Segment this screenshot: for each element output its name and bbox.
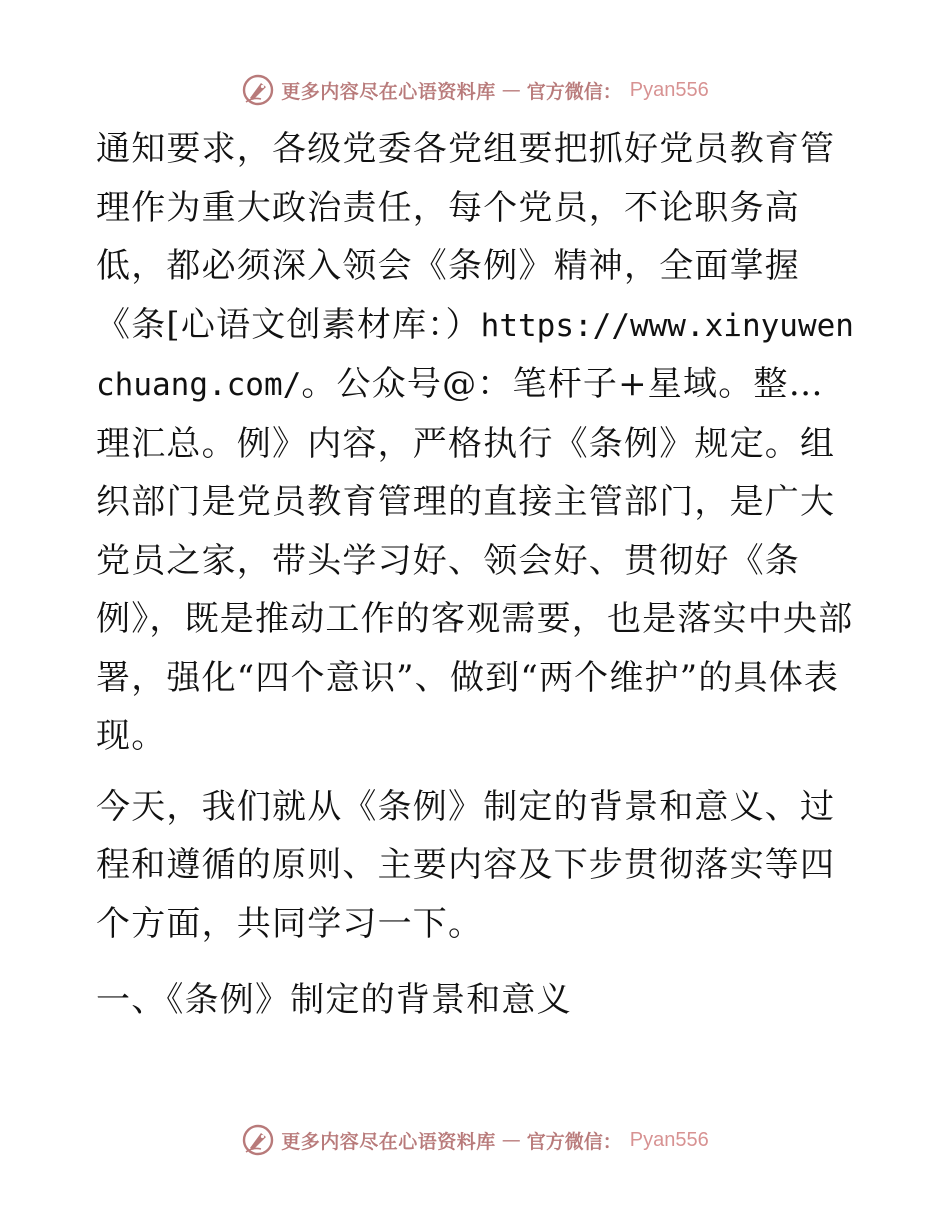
pen-nib-circle-icon <box>241 1123 275 1157</box>
watermark-dash: — <box>501 1129 521 1151</box>
paragraph-1-text-a: 通知要求，各级党委各党组要把抓好党员教育管理作为重大政治责任，每个党员，不论职务高低，都必须深入领会《条例》精神，全面掌握《条[心语文创素材库：） <box>96 129 836 345</box>
paragraph-2: 今天，我们就从《条例》制定的背景和意义、过程和遵循的原则、主要内容及下步贯彻落实等四个方面，共同学习一下。 <box>96 786 836 944</box>
paragraph-1-url: https://www.xinyuwenchuang.com/ <box>96 307 854 403</box>
header-watermark <box>0 70 950 110</box>
watermark-site-text: 更多内容尽在心语资料库 <box>281 1130 496 1153</box>
watermark-wechat-id: Pyan556 <box>629 78 709 101</box>
watermark-wechat-label: 官方微信： <box>526 1130 622 1153</box>
watermark-banner <box>241 1123 709 1157</box>
watermark-wechat-id: Pyan556 <box>629 1128 709 1151</box>
footer-watermark <box>0 1120 950 1160</box>
paragraph-1-text-b: 。公众号@：笔杆子+星域。整…理汇总。例》内容，严格执行《条例》规定。组织部门是党员教育管理的直接主管部门，是广大党员之家，带头学习好、领会好、贯彻好《条例》，既是推动工作的客观需要，也是落实中央部署，强化“四个意识”、做到“两个维护”的具体表现。 <box>96 364 854 756</box>
document-body <box>96 120 856 1030</box>
pen-nib-circle-icon <box>241 73 275 107</box>
paragraph-1 <box>96 120 856 766</box>
watermark-site-text: 更多内容尽在心语资料库 <box>281 80 496 103</box>
watermark-banner <box>241 73 709 107</box>
watermark-dash: — <box>501 79 521 101</box>
section-heading-1: 一、《条例》制定的背景和意义 <box>96 980 572 1020</box>
watermark-wechat-label: 官方微信： <box>526 80 622 103</box>
